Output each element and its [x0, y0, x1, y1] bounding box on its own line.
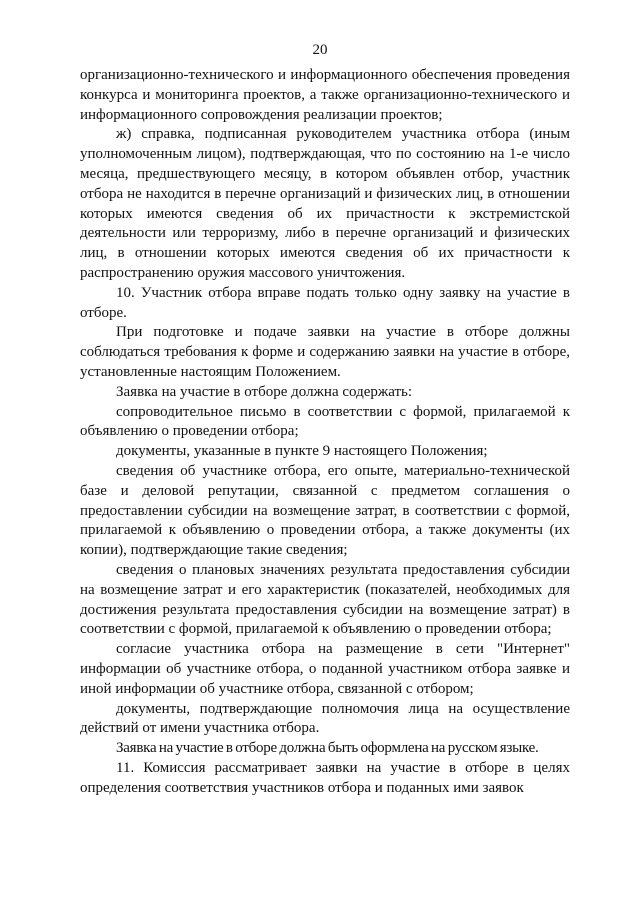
document-body: [80, 66, 570, 798]
paragraph-item-zh: ж) справка, подписанная руководителем участника отбора (иным уполномоченным лицом), подтверждающая, что по состоянию на 1-е число месяца, предшествующего месяцу, в котором объявлен отбор, участник отбора не находится в перечне организаций и физических лиц, в отношении которых имеются сведения об их причастности к экстремистской деятельности или терроризму, либо в перечне организаций и физических лиц, в отношении которых имеются сведения об их причастности к распространению оружия массового уничтожения.: [80, 126, 570, 281]
page-number: 20: [312, 42, 328, 58]
paragraph-russian-language: Заявка на участие в отборе должна быть оформлена на русском языке.: [116, 740, 539, 757]
paragraph-planned-results: сведения о плановых значениях результата предоставления субсидии на возмещение затрат и его характеристик (показателей, необходимых для достижения результата предоставления субсидии на возмещение затрат) в соответствии с формой, прилагаемой к объявлению о проведении отбора;: [80, 561, 570, 638]
paragraph-clause-10: 10. Участник отбора вправе подать только одну заявку на участие в отборе.: [80, 284, 570, 321]
paragraph-clause-11: 11. Комиссия рассматривает заявки на участие в отборе в целях определения соответствия участников отбора и поданных ими заявок: [80, 759, 570, 796]
paragraph-cover-letter: сопроводительное письмо в соответствии с формой, прилагаемой к объявлению о проведении отбора;: [80, 403, 570, 440]
paragraph-requirements: При подготовке и подаче заявки на участие в отборе должны соблюдаться требования к форме и содержанию заявки на участие в отборе, установленные настоящим Положением.: [80, 324, 570, 380]
paragraph-application-contents: Заявка на участие в отборе должна содержать:: [116, 383, 413, 400]
paragraph-authority-documents: документы, подтверждающие полномочия лица на осуществление действий от имени участника отбора.: [80, 700, 570, 737]
paragraph-internet-consent: согласие участника отбора на размещение в сети "Интернет" информации об участнике отбора, о поданной участником отбора заявке и иной информации об участнике отбора, связанной с отбором;: [80, 641, 570, 697]
paragraph-continuation: организационно-технического и информационного обеспечения проведения конкурса и мониторинга проектов, а также организационно-технического и информационного сопровождения реализации проектов;: [80, 67, 570, 123]
paragraph-participant-info: сведения об участнике отбора, его опыте, материально-технической базе и деловой репутации, связанной с предметом соглашения о предоставлении субсидии на возмещение затрат, в соответствии с формой, прилагаемой к объявлению о проведении отбора, а также документы (их копии), подтверждающие такие сведения;: [80, 462, 570, 559]
paragraph-documents-clause-9: документы, указанные в пункте 9 настоящего Положения;: [116, 443, 488, 460]
